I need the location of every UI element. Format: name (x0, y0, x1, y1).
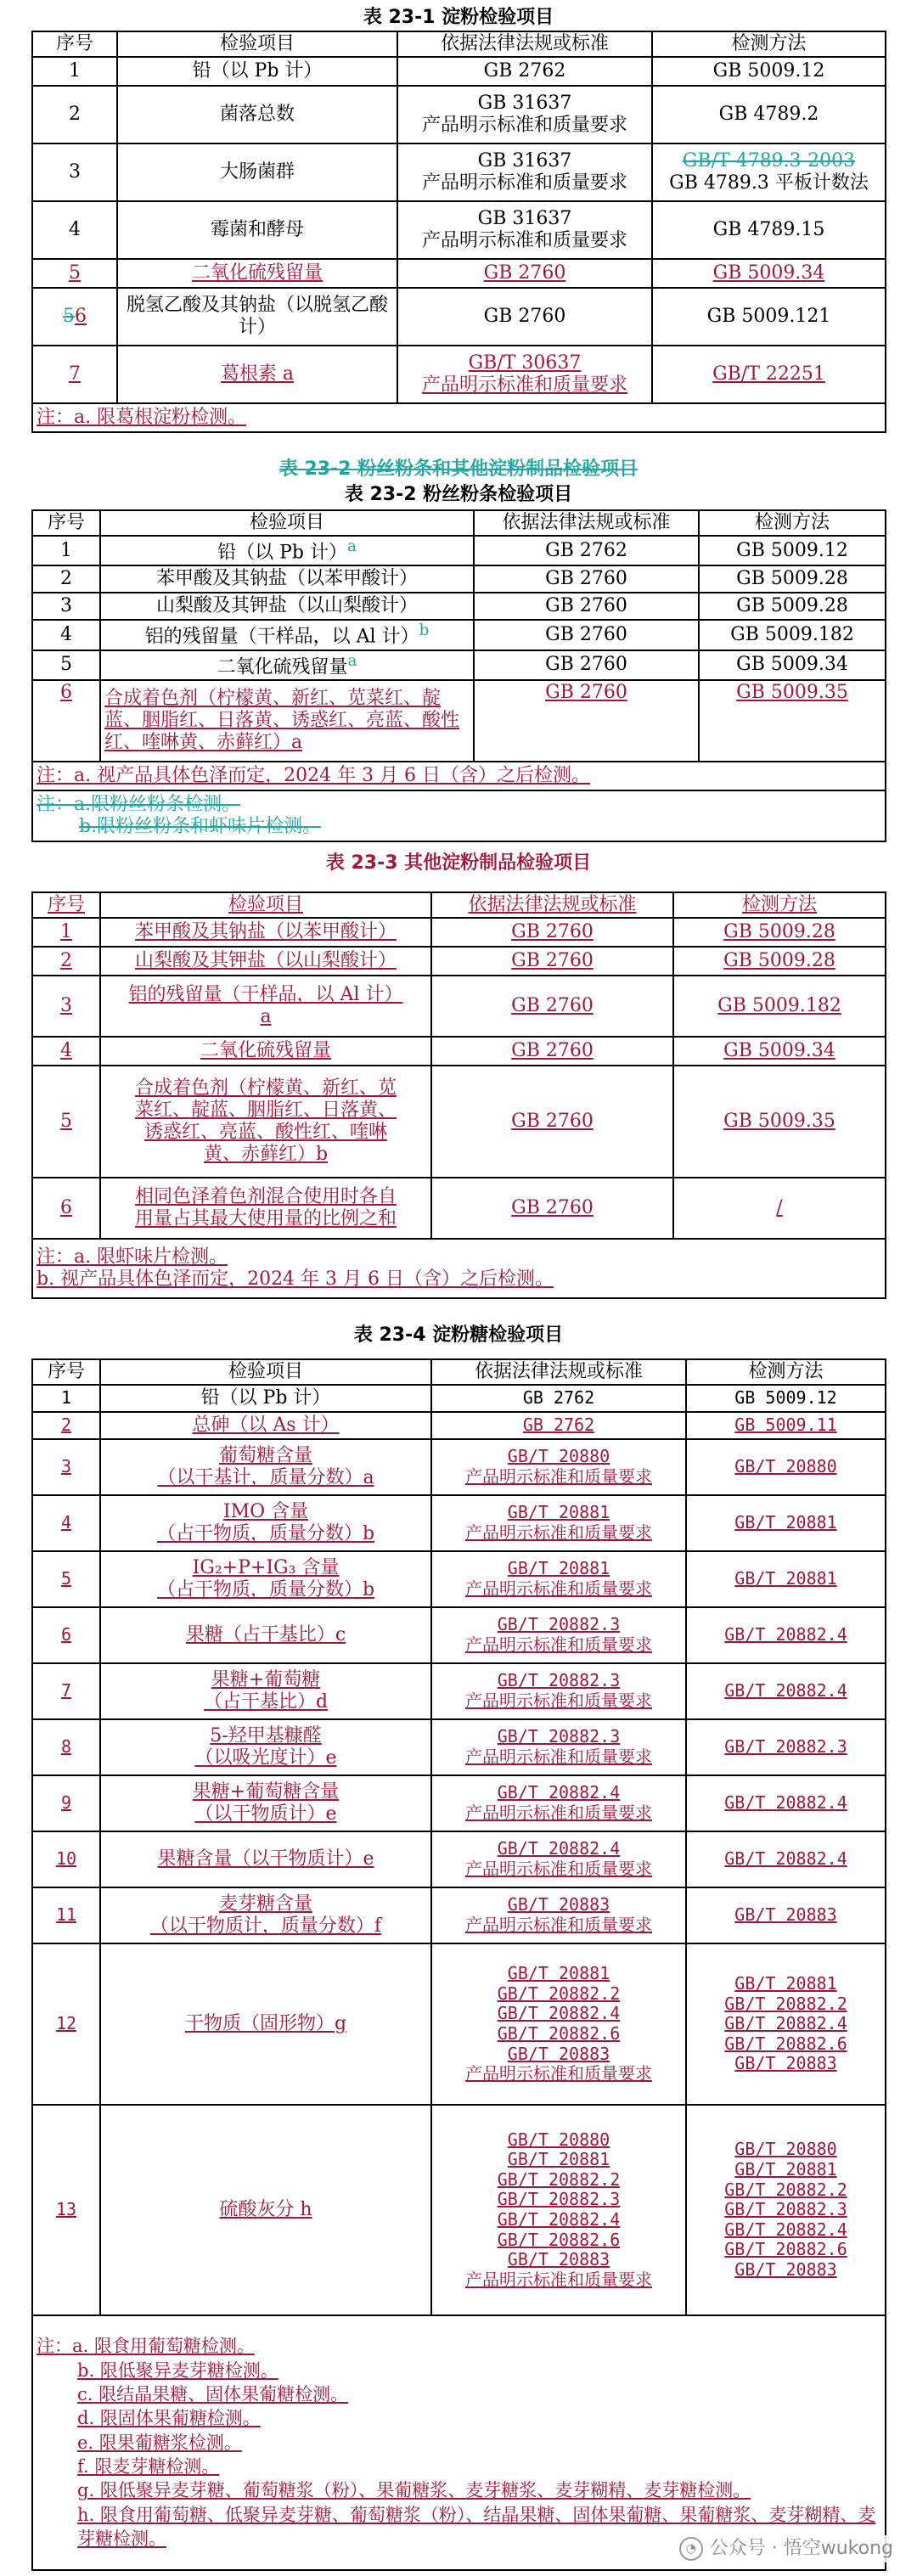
cell-method: GB 5009.34 (699, 650, 886, 680)
header-std: 依据法律法规或标准 (397, 31, 652, 57)
header-no: 序号 (32, 892, 100, 918)
cell-item: 铅（以 Pb 计） (117, 57, 397, 86)
cell-method: GB 5009.12 (652, 57, 886, 86)
table-row (32, 1495, 886, 1551)
table-note-row (32, 790, 886, 841)
cell-item: 霉菌和酵母 (117, 201, 397, 259)
table1-caption: 表 23-1 淀粉检验项目 (363, 7, 554, 28)
table-row (32, 947, 886, 976)
cell-no: 3 (32, 1439, 100, 1495)
table2 (31, 509, 886, 842)
table-row (32, 1607, 886, 1663)
cell-item: 干物质（固形物）g (100, 1943, 431, 2105)
cell-item: 合成着色剂（柠檬黄、新红、苋菜红、靛蓝、胭脂红、日落黄、诱惑红、亮蓝、酸性红、喹啉黄、赤藓红）a (100, 680, 474, 762)
table-row (32, 976, 886, 1037)
cell-method: GB 5009.34 (673, 1037, 886, 1066)
cell-item: IMO 含量 （占干物质，质量分数）b (100, 1495, 431, 1551)
cell-std: GB 2762 (431, 1385, 686, 1412)
cell-method: GB 5009.121 (652, 288, 886, 346)
table4-caption: 表 23-4 淀粉糖检验项目 (353, 1325, 564, 1346)
cell-std: GB 2760 (431, 1178, 673, 1239)
cell-std: GB 2760 (397, 288, 652, 346)
cell-std: GB/T 20882.4 产品明示标准和质量要求 (431, 1831, 686, 1887)
cell-no: 6 (32, 1178, 100, 1239)
table1 (31, 31, 886, 433)
table-row (32, 2105, 886, 2315)
cell-no: 1 (32, 536, 100, 565)
cell-method: GB 5009.12 (686, 1385, 886, 1412)
cell-no: 2 (32, 565, 100, 593)
header-item: 检验项目 (117, 31, 397, 57)
cell-no: 2 (32, 947, 100, 976)
table-row (32, 1066, 886, 1178)
cell-std: GB 2760 (474, 680, 699, 762)
cell-method: / (673, 1178, 886, 1239)
cell-std: GB 2762 (397, 57, 652, 86)
cell-method: GB 5009.182 (699, 620, 886, 650)
cell-std: GB 2762 (431, 1412, 686, 1439)
cell-method: GB 5009.12 (699, 536, 886, 565)
cell-std: GB 2760 (474, 593, 699, 620)
header-method: 检测方法 (686, 1359, 886, 1385)
cell-method: GB/T 20882.4 (686, 1607, 886, 1663)
table-header (32, 892, 886, 918)
cell-method: GB/T 20881 (686, 1495, 886, 1551)
table2-caption-deleted: 表 23-2 粉丝粉条和其他淀粉制品检验项目 (278, 458, 639, 480)
cell-item: 果糖+葡萄糖 （占干基比）d (100, 1663, 431, 1719)
table-header (32, 510, 886, 536)
table-row (32, 1943, 886, 2105)
table-row (32, 1551, 886, 1607)
cell-std: GB 31637 产品明示标准和质量要求 (397, 143, 652, 201)
table-row (32, 1385, 886, 1412)
cell-no: 5 (32, 1066, 100, 1178)
cell-no: 6 (32, 680, 100, 762)
cell-no: 6 (32, 1607, 100, 1663)
table-row (32, 143, 886, 201)
cell-method: GB/T 22251 (652, 346, 886, 403)
cell-no: 2 (32, 86, 117, 143)
cell-std: GB/T 20880 产品明示标准和质量要求 (431, 1439, 686, 1495)
table-note-row (32, 1239, 886, 1298)
cell-item: 果糖（占干基比）c (100, 1607, 431, 1663)
cell-no: 4 (32, 201, 117, 259)
cell-no: 56 (32, 288, 117, 346)
cell-method: GB 5009.28 (699, 593, 886, 620)
cell-std: GB 31637 产品明示标准和质量要求 (397, 201, 652, 259)
cell-no: 3 (32, 143, 117, 201)
table-row (32, 288, 886, 346)
cell-method: GB/T 20882.4 (686, 1831, 886, 1887)
cell-no: 13 (32, 2105, 100, 2315)
cell-std: GB 2760 (431, 1037, 673, 1066)
cell-item: 苯甲酸及其钠盐（以苯甲酸计） (100, 918, 431, 947)
table2-note-deleted: 注：a.限粉丝粉条检测。 b.限粉丝粉条和虾味片检测。 (32, 790, 886, 841)
table-row (32, 1831, 886, 1887)
table2-caption: 表 23-2 粉丝粉条检验项目 (344, 484, 573, 505)
cell-item: 铝的残留量（干样品，以 Al 计）$^b$ (100, 620, 474, 650)
table-row (32, 346, 886, 403)
cell-item: 脱氢乙酸及其钠盐（以脱氢乙酸计） (117, 288, 397, 346)
table1-note: 注：a. 限葛根淀粉检测。 (32, 403, 886, 432)
table-row (32, 593, 886, 620)
cell-no: 11 (32, 1887, 100, 1943)
cell-no: 5 (32, 1551, 100, 1607)
table-row (32, 1439, 886, 1495)
cell-no: 1 (32, 918, 100, 947)
cell-item: 合成着色剂（柠檬黄、新红、苋 菜红、靛蓝、胭脂红、日落黄、 诱惑红、亮蓝、酸性红、喹啉 黄、赤藓红）b (100, 1066, 431, 1178)
header-method: 检测方法 (652, 31, 886, 57)
header-method: 检测方法 (673, 892, 886, 918)
table-note-row (32, 762, 886, 790)
cell-no: 8 (32, 1719, 100, 1775)
table-row (32, 1412, 886, 1439)
cell-method: GB/T 4789.3-2003 GB 4789.3 平板计数法 (652, 143, 886, 201)
cell-method: GB 4789.2 (652, 86, 886, 143)
cell-std: GB/T 20880 GB/T 20881 GB/T 20882.2 GB/T 20882.3 GB/T 20882.4 GB/T 20882.6 GB/T 20883 产品明示标准和质量要求 (431, 2105, 686, 2315)
cell-no: 12 (32, 1943, 100, 2105)
table-row (32, 1887, 886, 1943)
cell-item: 山梨酸及其钾盐（以山梨酸计） (100, 593, 474, 620)
cell-std: GB 2762 (474, 536, 699, 565)
cell-item: 葡萄糖含量 （以干基计，质量分数）a (100, 1439, 431, 1495)
cell-std: GB 2760 (474, 620, 699, 650)
cell-no: 9 (32, 1775, 100, 1831)
cell-std: GB 2760 (397, 259, 652, 288)
cell-no: 1 (32, 1385, 100, 1412)
cell-item: 铝的残留量（干样品，以 Al 计） a (100, 976, 431, 1037)
cell-method: GB 5009.28 (673, 947, 886, 976)
cell-item: 铅（以 Pb 计） (100, 1385, 431, 1412)
cell-item: 麦芽糖含量 （以干物质计，质量分数）f (100, 1887, 431, 1943)
table-row (32, 201, 886, 259)
cell-no: 5 (32, 650, 100, 680)
table-row (32, 536, 886, 565)
cell-std: GB 2760 (474, 565, 699, 593)
cell-method: GB 5009.35 (673, 1066, 886, 1178)
table3 (31, 891, 886, 1299)
table-row (32, 259, 886, 288)
table-row (32, 86, 886, 143)
header-no: 序号 (32, 1359, 100, 1385)
table-row (32, 57, 886, 86)
cell-method: GB/T 20883 (686, 1887, 886, 1943)
cell-item: 葛根素 a (117, 346, 397, 403)
table-note-row (32, 2315, 886, 2570)
cell-no: 10 (32, 1831, 100, 1887)
cell-item: 菌落总数 (117, 86, 397, 143)
cell-item: 铅（以 Pb 计）$^a$ (100, 536, 474, 565)
header-no: 序号 (32, 31, 117, 57)
table3-notes: 注：a. 限虾味片检测。 b. 视产品具体色泽而定，2024 年 3 月 6 日（含）之后检测。 (32, 1239, 886, 1298)
cell-item: 果糖含量（以干物质计）e (100, 1831, 431, 1887)
cell-item: 二氧化硫残留量$^a$ (100, 650, 474, 680)
table-note-row (32, 403, 886, 432)
cell-no: 5 (32, 259, 117, 288)
cell-item: 大肠菌群 (117, 143, 397, 201)
cell-item: 二氧化硫残留量 (100, 1037, 431, 1066)
cell-item: 二氧化硫残留量 (117, 259, 397, 288)
cell-no: 1 (32, 57, 117, 86)
cell-std: GB/T 20882.3 产品明示标准和质量要求 (431, 1607, 686, 1663)
cell-item: 总砷（以 As 计） (100, 1412, 431, 1439)
cell-method: GB 5009.34 (652, 259, 886, 288)
cell-method: GB/T 20881 (686, 1551, 886, 1607)
table-row (32, 565, 886, 593)
cell-std: GB/T 30637 产品明示标准和质量要求 (397, 346, 652, 403)
cell-no: 3 (32, 593, 100, 620)
cell-item: IG₂+P+IG₃ 含量 （占干物质，质量分数）b (100, 1551, 431, 1607)
cell-std: GB 31637 产品明示标准和质量要求 (397, 86, 652, 143)
table-row (32, 650, 886, 680)
cell-method: GB/T 20880 GB/T 20881 GB/T 20882.2 GB/T 20882.3 GB/T 20882.4 GB/T 20882.6 GB/T 20883 (686, 2105, 886, 2315)
cell-std: GB 2760 (431, 918, 673, 947)
cell-no: 2 (32, 1412, 100, 1439)
cell-method: GB 5009.11 (686, 1412, 886, 1439)
cell-method: GB/T 20882.3 (686, 1719, 886, 1775)
table-row (32, 1719, 886, 1775)
table-row (32, 680, 886, 762)
table-header (32, 1359, 886, 1385)
cell-method: GB 5009.28 (699, 565, 886, 593)
table-row (32, 1037, 886, 1066)
wechat-icon: ◔ (679, 2537, 703, 2561)
cell-method: GB/T 20880 (686, 1439, 886, 1495)
cell-std: GB 2760 (431, 976, 673, 1037)
cell-std: GB/T 20882.4 产品明示标准和质量要求 (431, 1775, 686, 1831)
table2-note: 注：a. 视产品具体色泽而定，2024 年 3 月 6 日（含）之后检测。 (32, 762, 886, 790)
cell-no: 4 (32, 620, 100, 650)
table4-notes: 注：a. 限食用葡萄糖检测。 b. 限低聚异麦芽糖检测。 c. 限结晶果糖、固体果葡糖检测。 d. 限固体果葡糖检测。 e. 限果葡糖浆检测。 f. 限麦芽糖检测。 g. 限低聚异麦芽糖、葡萄糖浆（粉）、果葡糖浆、麦芽糖浆、麦芽糊精、麦芽糖检测。 h. 限食用葡萄糖、低聚异麦芽糖、葡萄糖浆（粉）、结晶果糖、固体果葡糖、果葡糖浆、麦芽糊精、麦芽糖检测。 (32, 2315, 886, 2570)
cell-std: GB 2760 (431, 947, 673, 976)
table4 (31, 1358, 886, 2571)
cell-method: GB 5009.182 (673, 976, 886, 1037)
cell-item: 硫酸灰分 h (100, 2105, 431, 2315)
cell-method: GB/T 20881 GB/T 20882.2 GB/T 20882.4 GB/T 20882.6 GB/T 20883 (686, 1943, 886, 2105)
table-row (32, 1663, 886, 1719)
header-std: 依据法律法规或标准 (431, 1359, 686, 1385)
table-row (32, 620, 886, 650)
table3-caption: 表 23-3 其他淀粉制品检验项目 (325, 852, 592, 874)
header-method: 检测方法 (699, 510, 886, 536)
cell-item: 相同色泽着色剂混合使用时各自 用量占其最大使用量的比例之和 (100, 1178, 431, 1239)
header-item: 检验项目 (100, 892, 431, 918)
header-item: 检验项目 (100, 510, 474, 536)
cell-item: 苯甲酸及其钠盐（以苯甲酸计） (100, 565, 474, 593)
cell-std: GB/T 20882.3 产品明示标准和质量要求 (431, 1719, 686, 1775)
cell-no: 7 (32, 1663, 100, 1719)
cell-std: GB/T 20883 产品明示标准和质量要求 (431, 1887, 686, 1943)
watermark-text: 公众号 · 悟空wukong (709, 2538, 893, 2560)
table-row (32, 1775, 886, 1831)
header-std: 依据法律法规或标准 (474, 510, 699, 536)
cell-method: GB 5009.35 (699, 680, 886, 762)
cell-no: 3 (32, 976, 100, 1037)
cell-no: 7 (32, 346, 117, 403)
table-row (32, 1178, 886, 1239)
cell-std: GB/T 20881 产品明示标准和质量要求 (431, 1495, 686, 1551)
watermark (674, 2535, 898, 2562)
cell-item: 5-羟甲基糠醛 （以吸光度计）e (100, 1719, 431, 1775)
cell-std: GB/T 20881 GB/T 20882.2 GB/T 20882.4 GB/T 20882.6 GB/T 20883 产品明示标准和质量要求 (431, 1943, 686, 2105)
table-header (32, 31, 886, 57)
header-item: 检验项目 (100, 1359, 431, 1385)
cell-method: GB 4789.15 (652, 201, 886, 259)
cell-method: GB/T 20882.4 (686, 1775, 886, 1831)
cell-method: GB/T 20882.4 (686, 1663, 886, 1719)
cell-std: GB/T 20882.3 产品明示标准和质量要求 (431, 1663, 686, 1719)
cell-item: 果糖+葡萄糖含量 （以干物质计）e (100, 1775, 431, 1831)
cell-std: GB 2760 (474, 650, 699, 680)
cell-no: 4 (32, 1495, 100, 1551)
cell-std: GB 2760 (431, 1066, 673, 1178)
cell-item: 山梨酸及其钾盐（以山梨酸计） (100, 947, 431, 976)
cell-method: GB 5009.28 (673, 918, 886, 947)
header-std: 依据法律法规或标准 (431, 892, 673, 918)
table-row (32, 918, 886, 947)
cell-std: GB/T 20881 产品明示标准和质量要求 (431, 1551, 686, 1607)
header-no: 序号 (32, 510, 100, 536)
cell-no: 4 (32, 1037, 100, 1066)
